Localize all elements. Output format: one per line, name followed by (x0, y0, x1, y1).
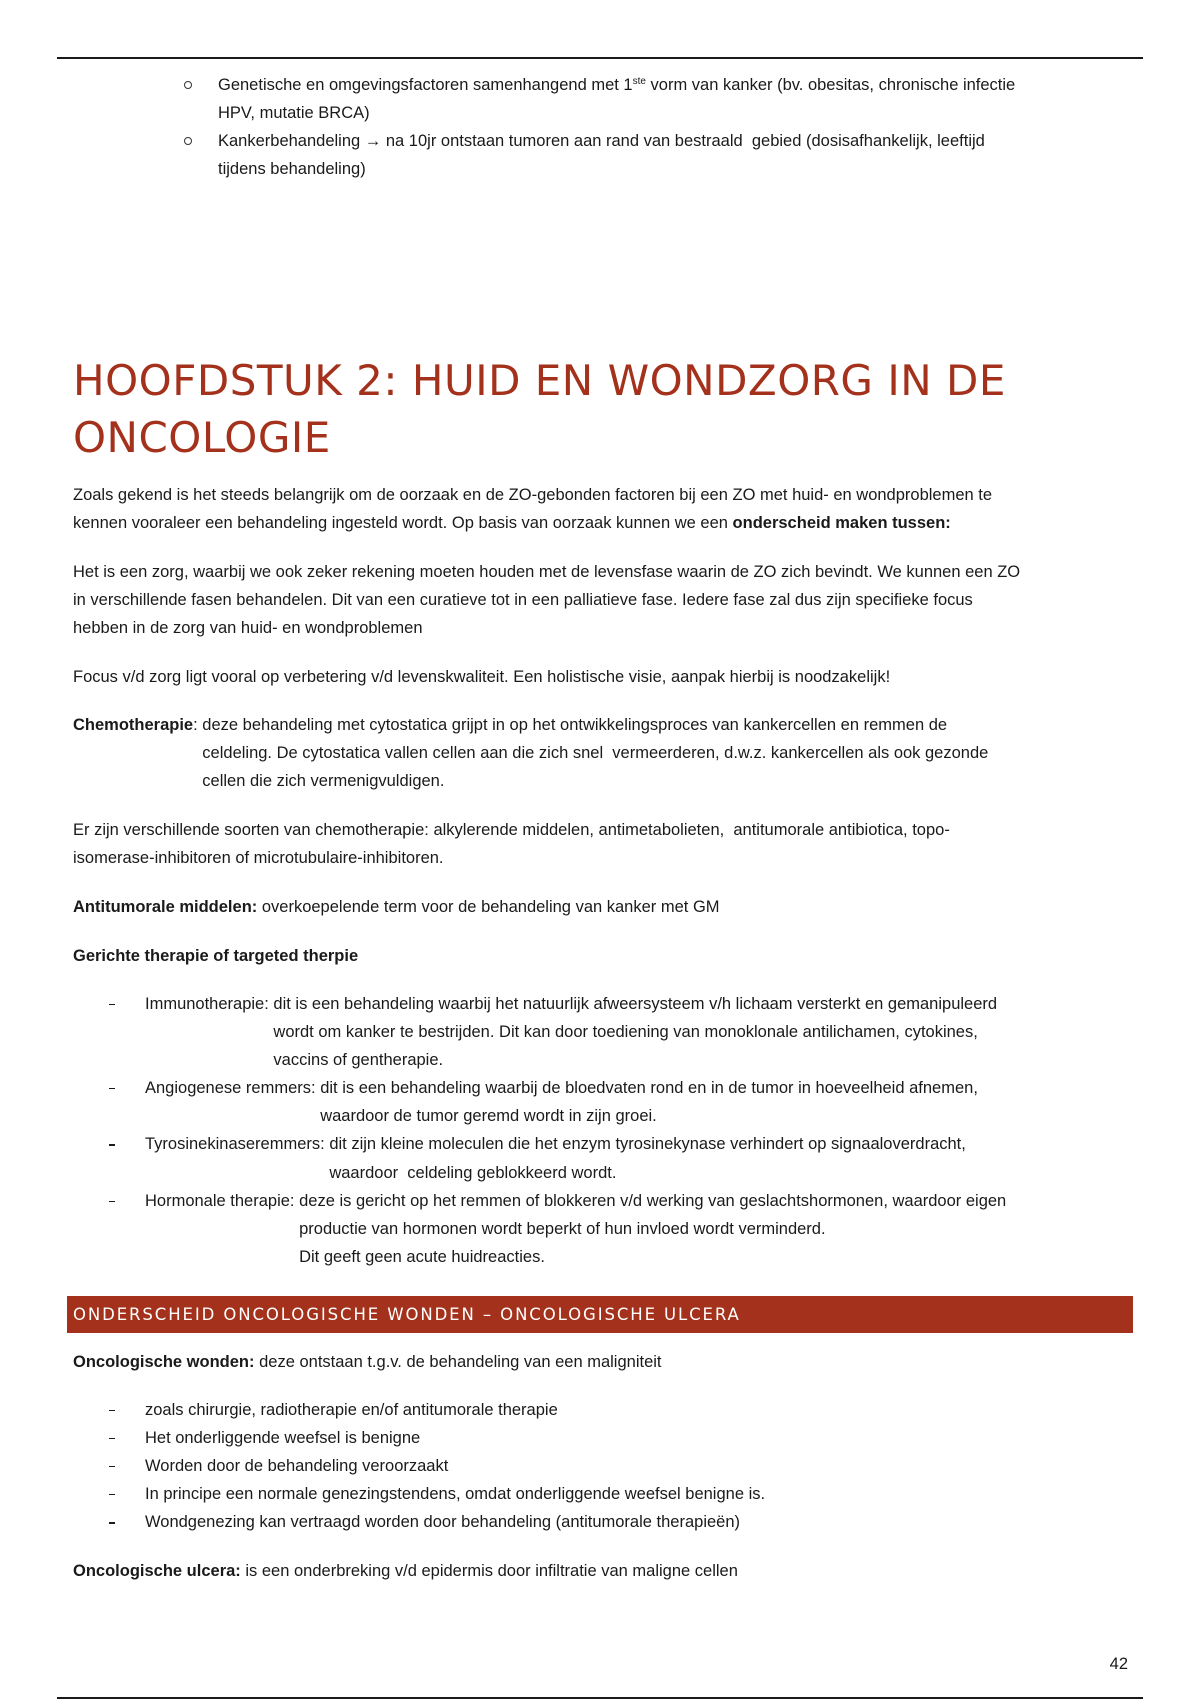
text-segment: kennen vooraleer een behandeling ingesteld wordt. Op basis van oorzaak kunnen we een (73, 514, 733, 533)
text-segment: deze ontstaan t.g.v. de behandeling van een maligniteit (254, 1352, 662, 1371)
dash-bullet-icon (106, 1480, 145, 1508)
list-item-cancer-treatment (183, 127, 1015, 183)
item-line: dit zijn kleine moleculen die het enzym tyrosinekynase verhindert op signaaloverdracht, (329, 1135, 966, 1154)
chapter-title-line-2: ONCOLOGIE (73, 412, 331, 462)
list-item-text: zoals chirurgie, radiotherapie en/of antitumorale therapie (145, 1400, 558, 1419)
footer-rule (57, 1697, 1143, 1699)
chapter-title (73, 352, 1006, 466)
paragraph-line: Focus v/d zorg ligt vooral op verbetering v/d levenskwaliteit. Een holistische visie, aanpak hierbij is noodzakelijk! (73, 668, 891, 686)
circle-bullet-icon (183, 71, 218, 99)
item-label: Immunotherapie: (145, 994, 269, 1013)
intro-paragraph-3 (73, 663, 890, 691)
list-item-line: tijdens behandeling) (218, 160, 366, 179)
text-segment: Genetische en omgevingsfactoren samenhangend met 1 (218, 75, 633, 94)
oncologische-wonden-list (106, 1396, 765, 1537)
dash-bullet-icon (106, 1508, 145, 1536)
bold-term: Chemotherapie (73, 716, 194, 734)
definition-oncologische-wonden (73, 1348, 662, 1376)
dash-bullet-icon (106, 1187, 145, 1215)
targeted-therapy-list (106, 990, 1006, 1272)
bold-text: onderscheid maken tussen: (732, 514, 951, 533)
dash-bullet-icon (106, 1130, 145, 1158)
list-item-text (218, 127, 985, 183)
definition-label (73, 711, 202, 739)
list-item-text: Worden door de behandeling veroorzaakt (145, 1456, 449, 1475)
paragraph-line (73, 1348, 662, 1376)
item-text (320, 1074, 978, 1130)
intro-paragraph-1 (73, 481, 992, 537)
text-segment: vorm van kanker (bv. obesitas, chronische infectie (645, 75, 1016, 94)
dash-bullet-icon (106, 990, 145, 1018)
list-item-text (218, 71, 1015, 127)
list-item-genetic-factors (183, 71, 1015, 127)
definition-oncologische-ulcera (73, 1557, 738, 1585)
definition-antitumorale-middelen (73, 893, 720, 921)
circle-bullet-icon (183, 127, 218, 155)
paragraph-line: Zoals gekend is het steeds belangrijk om de oorzaak en de ZO-gebonden factoren bij een ZO met huid- en wondproblemen te (73, 486, 993, 504)
paragraph-line: Er zijn verschillende soorten van chemotherapie: alkylerende middelen, antimetabolieten, antitumorale antibiotica, topo- (73, 821, 950, 839)
dash-bullet-icon (106, 1424, 145, 1452)
item-line: deze is gericht op het remmen of blokkeren v/d werking van geslachtshormonen, waardoor eigen (299, 1191, 1007, 1210)
section-banner-title: ONDERSCHEID ONCOLOGISCHE WONDEN – ONCOLOGISCHE ULCERA (73, 1304, 741, 1324)
paragraph-line: in verschillende fasen behandelen. Dit van een curatieve tot in een palliatieve fase. Iedere fase zal dus zijn specifieke focus (73, 591, 973, 610)
list-item (106, 1396, 765, 1424)
superscript: ste (632, 75, 646, 87)
list-item-tyrosinekinaseremmers (106, 1130, 1006, 1186)
item-text (299, 1187, 1006, 1272)
item-label: Hormonale therapie: (145, 1191, 295, 1210)
page-number: 42 (1109, 1655, 1128, 1673)
paragraph-line: isomerase-inhibitoren of microtubulaire-inhibitoren. (73, 849, 444, 868)
chapter-title-line-1: HOOFDSTUK 2: HUID EN WONDZORG IN DE (73, 355, 1006, 405)
paragraph-line: Het is een zorg, waarbij we ook zeker rekening moeten houden met de levensfase waarin de ZO zich bevindt. We kunnen een ZO (73, 563, 1021, 581)
list-item-angiogenese-remmers (106, 1074, 1006, 1130)
dash-bullet-icon (106, 1396, 145, 1424)
paragraph-line (73, 893, 720, 921)
text-segment: is een onderbreking v/d epidermis door infiltratie van maligne cellen (240, 1562, 738, 1580)
list-item (106, 1424, 765, 1452)
item-line: waardoor celdeling geblokkeerd wordt. (329, 1163, 617, 1182)
item-line: vaccins of gentherapie. (273, 1050, 444, 1069)
item-line: productie van hormonen wordt beperkt of hun invloed wordt verminderd. (299, 1220, 826, 1238)
list-item (106, 1452, 765, 1480)
dash-bullet-icon (106, 1452, 145, 1480)
item-text (273, 990, 997, 1075)
item-line: wordt om kanker te bestrijden. Dit kan door toediening van monoklonale antilichamen, cytokines, (273, 1022, 978, 1041)
bold-term: Antitumorale middelen: (73, 898, 258, 916)
definition-chemotherapie (73, 711, 988, 796)
list-item-immunotherapie (106, 990, 1006, 1075)
list-item-text: Wondgenezing kan vertraagd worden door behandeling (antitumorale therapieën) (145, 1513, 741, 1532)
intro-paragraph-2 (73, 558, 1020, 643)
chemo-types-paragraph (73, 816, 950, 872)
bold-term: Oncologische wonden: (73, 1352, 255, 1371)
item-label: Angiogenese remmers: (145, 1079, 316, 1098)
definition-text (202, 711, 988, 796)
label-separator: : (193, 716, 198, 734)
paragraph-line: hebben in de zorg van huid- en wondproblemen (73, 619, 423, 638)
item-line: dit is een behandeling waarbij de bloedvaten rond en in de tumor in hoeveelheid afnemen, (320, 1079, 978, 1098)
list-item-line: Kankerbehandeling → na 10jr ontstaan tumoren aan rand van bestraald gebied (dosisafhankelijk, leeftijd (218, 131, 985, 150)
list-item (106, 1480, 765, 1508)
targeted-therapy-heading (73, 942, 358, 970)
list-item-hormonale-therapie (106, 1187, 1006, 1272)
item-label: Tyrosinekinaseremmers: (145, 1135, 325, 1154)
list-item-line: HPV, mutatie BRCA) (218, 103, 370, 122)
bold-term: Oncologische ulcera: (73, 1562, 241, 1580)
definition-line: celdeling. De cytostatica vallen cellen aan die zich snel vermeerderen, d.w.z. kankercellen als ook gezonde (202, 744, 989, 763)
item-text (329, 1130, 966, 1186)
paragraph-line (73, 1557, 738, 1585)
paragraph-line (73, 509, 992, 537)
list-item (106, 1508, 765, 1536)
list-item-text: Het onderliggende weefsel is benigne (145, 1428, 421, 1447)
definition-line: deze behandeling met cytostatica grijpt in op het ontwikkelingsproces van kankercellen en remmen de (202, 716, 948, 734)
item-line: Dit geeft geen acute huidreacties. (299, 1248, 545, 1267)
list-item-text: In principe een normale genezingstendens, omdat onderliggende weefsel benigne is. (145, 1485, 766, 1504)
dash-bullet-icon (106, 1074, 145, 1102)
section-banner (67, 1296, 1133, 1333)
list-item-line (218, 71, 1015, 99)
text-segment: overkoepelende term voor de behandeling van kanker met GM (257, 898, 720, 916)
item-line: waardoor de tumor geremd wordt in zijn groei. (320, 1107, 657, 1126)
header-rule (57, 57, 1143, 59)
top-bullet-list (183, 71, 1015, 184)
bold-heading: Gerichte therapie of targeted therpie (73, 947, 359, 965)
item-line: dit is een behandeling waarbij het natuurlijk afweersysteem v/h lichaam versterkt en gemanipuleerd (273, 994, 998, 1013)
definition-line: cellen die zich vermenigvuldigen. (202, 772, 445, 791)
